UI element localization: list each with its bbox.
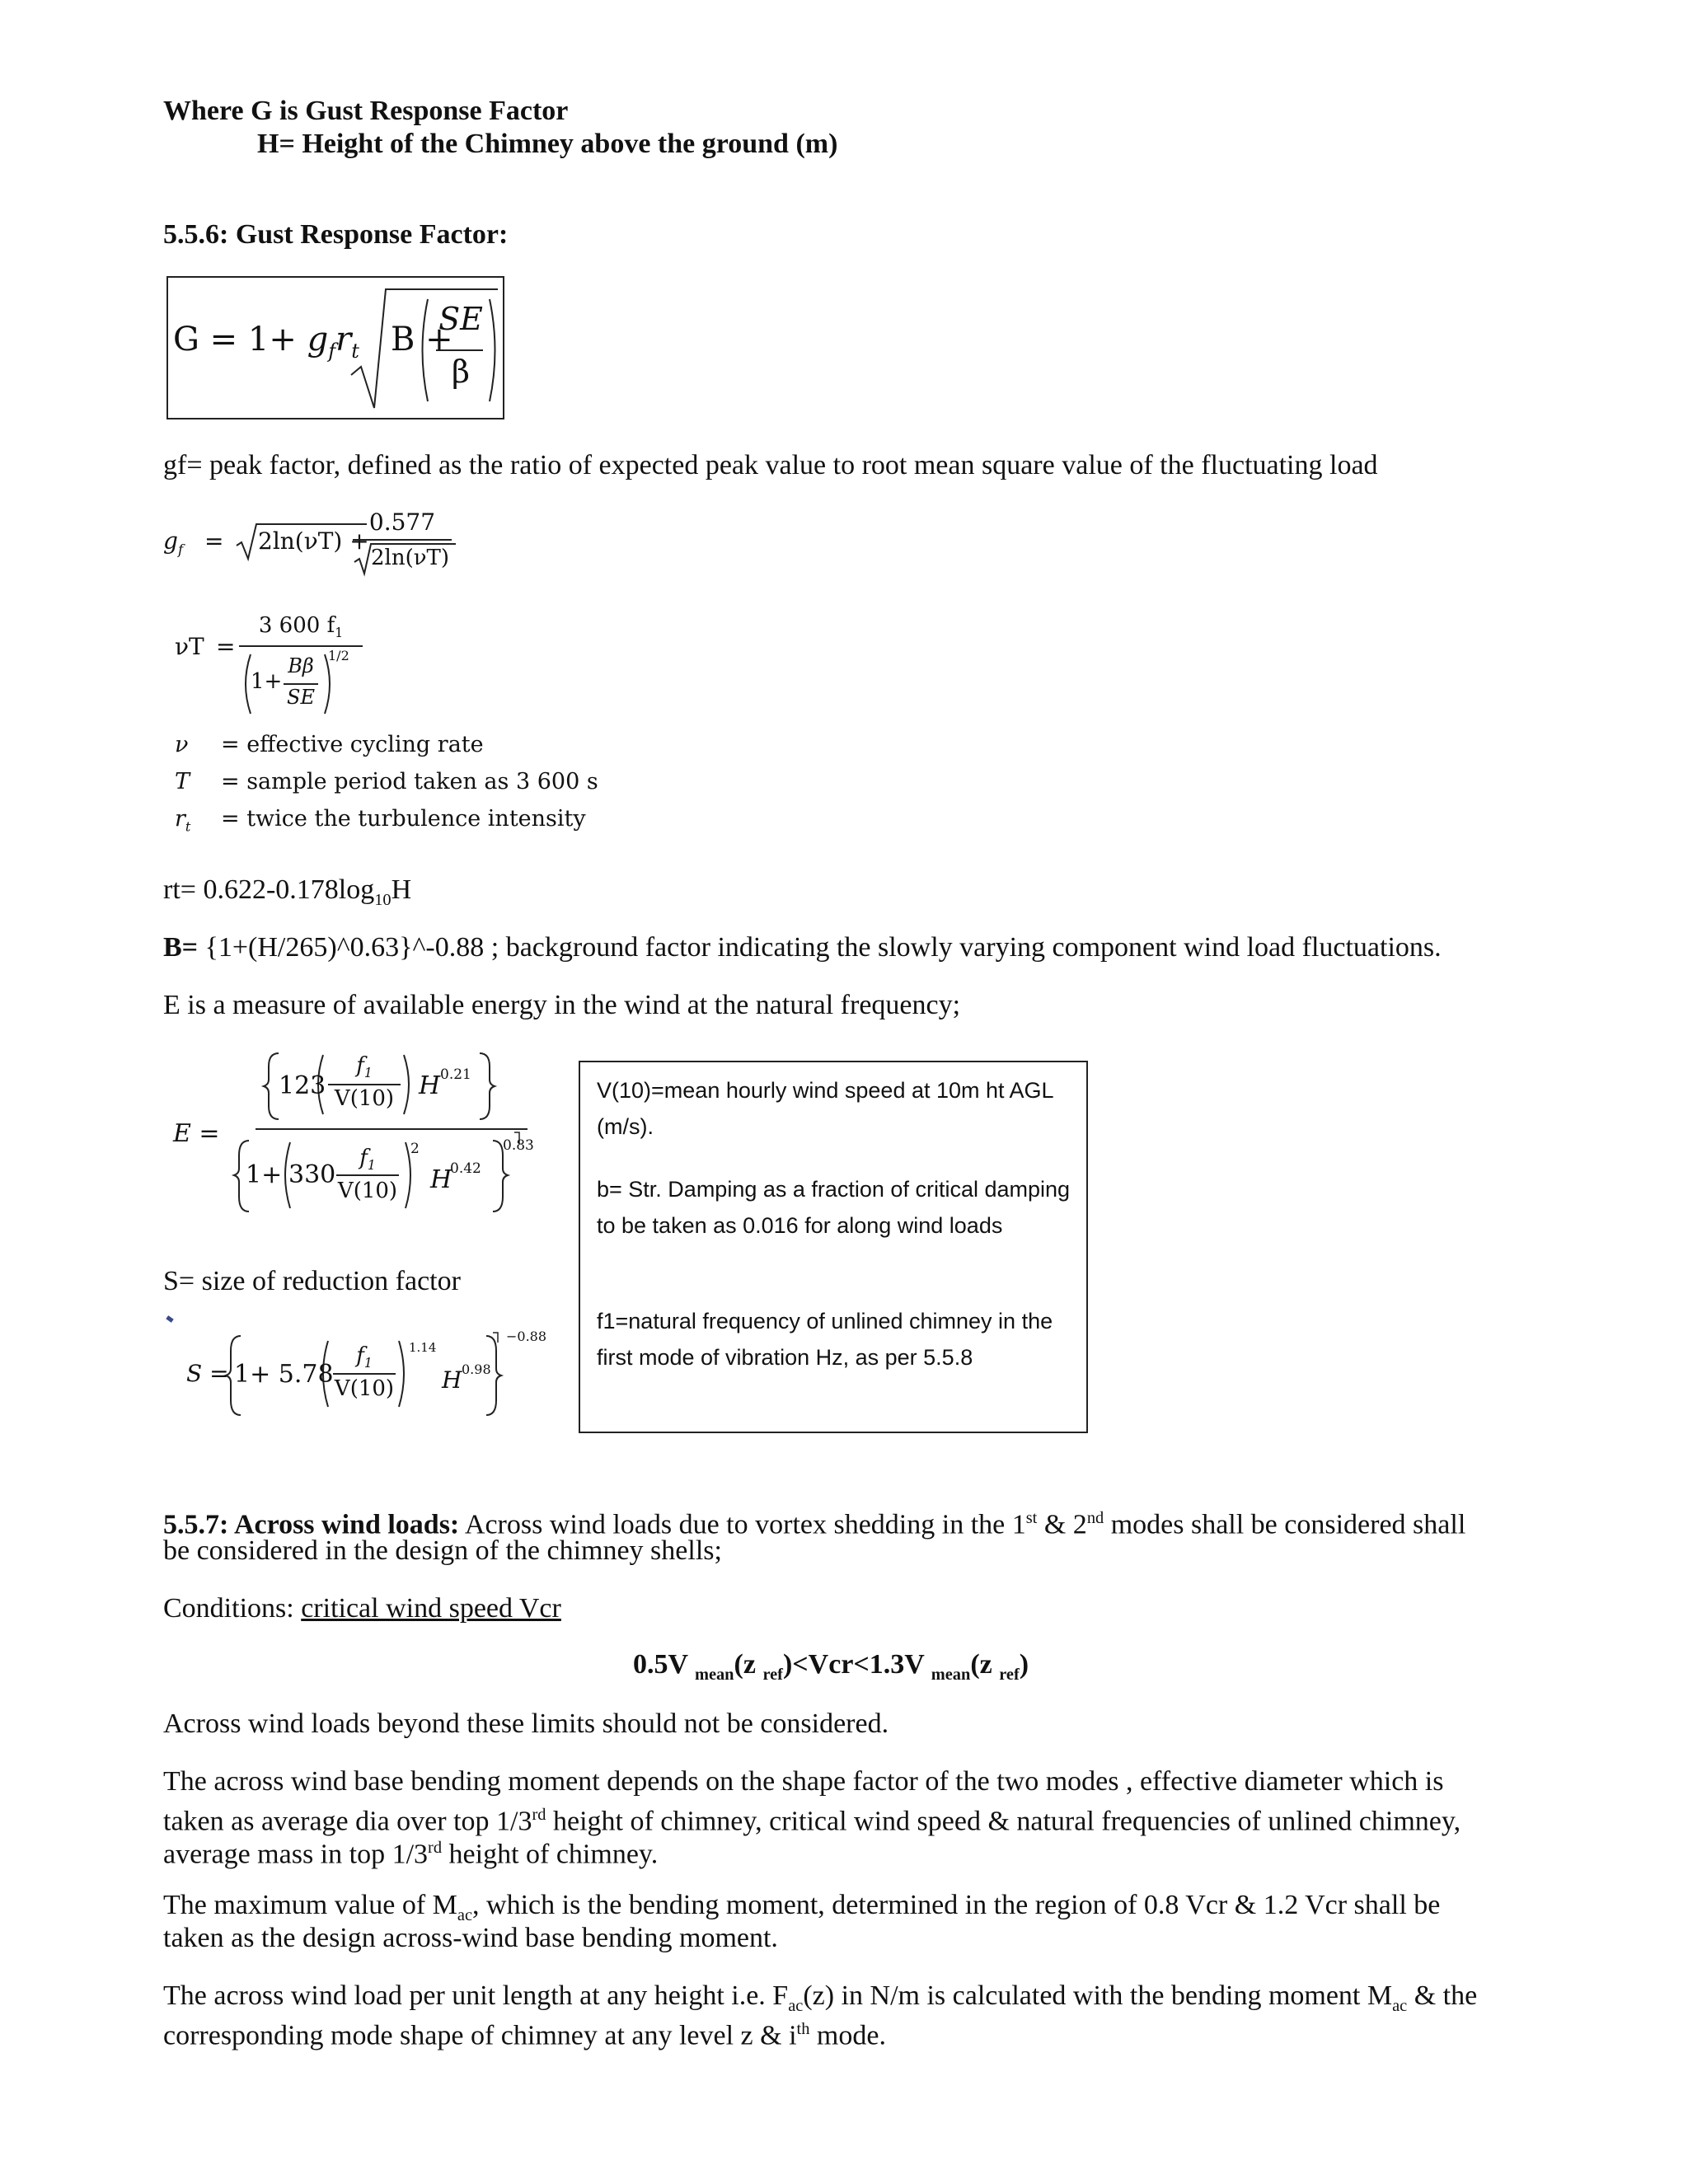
gf-sub: f [328, 340, 336, 363]
para1-line1: The across wind base bending moment depends on the shape factor of the two modes , effective diameter which is [163, 1766, 1444, 1797]
rt-line: $rt= 0.622-0.178\log_{10}H$ [163, 874, 412, 909]
vT-lhs: νT [175, 633, 204, 660]
E-num-H-exp: 0.21 [440, 1066, 471, 1083]
E-den-prefix: 1+ [246, 1160, 283, 1189]
S-lhs: S = [186, 1360, 229, 1387]
S-inner-exp: 1.14 [409, 1340, 437, 1355]
vT-den-den: SE [287, 686, 315, 709]
header-line-1: Where G is Gust Response Factor [163, 96, 569, 126]
E-den-exp: 2 [410, 1141, 420, 1157]
E-outer-exp: 0.83 [503, 1137, 534, 1154]
para3-line1: The across wind load per unit length at any height i.e. $F_{ac}(z)$ in N/m is calculated with the bending moment $M_{ac}$ & the [163, 1980, 1478, 2015]
section-heading-557: 5.5.7: Across wind loads: [163, 1509, 460, 1540]
def-text-3: = twice the turbulence intensity [221, 806, 586, 832]
para3-line2: corresponding mode shape of chimney at any level z & $i^{th}$ mode. [163, 2020, 886, 2051]
vT-den-prefix: 1+ [251, 669, 283, 694]
para1-line2: taken as average dia over top 1/3rd height of chimney, critical wind speed & natural frequencies of unlined chimney, [163, 1806, 1461, 1837]
S-f: $f_1$ [356, 1343, 373, 1371]
E-num-V10: V(10) [334, 1086, 395, 1111]
section-heading-556: 5.5.6: Gust Response Factor: [163, 219, 509, 250]
def-text-2: = sample period taken as 3 600 s [221, 769, 598, 794]
B-line: B= {1+(H/265)^0.63}^-0.88 ; background factor indicating the slowly varying component wind load fluctuations. [163, 932, 1442, 963]
gust-B: B + [391, 321, 453, 359]
E-line: E is a measure of available energy in the wind at the natural frequency; [163, 990, 961, 1020]
E-den-const: 330 [288, 1160, 336, 1189]
limits-line: Across wind loads beyond these limits should not be considered. [163, 1708, 889, 1739]
def-sym-3: $r_t$ [175, 806, 191, 835]
S-V10: V(10) [334, 1376, 395, 1401]
rt-sub: t [351, 340, 359, 363]
S-outer-exp: −0.88 [506, 1329, 547, 1344]
side-box-v10: V(10)=mean hourly wind speed at 10m ht AGL (m/s). [597, 1078, 1053, 1139]
vT-den-exp: 1/2 [328, 648, 349, 663]
rt-symbol: r [335, 321, 352, 359]
gf-frac-den: 2ln(νT) [371, 546, 450, 570]
gust-lhs: G = 1+ [173, 321, 307, 359]
def-sym-2: T [175, 769, 190, 794]
E-lhs: E = [173, 1119, 220, 1148]
stray-mark [166, 1315, 173, 1323]
conditions-line: Conditions: critical wind speed Vcr [163, 1593, 561, 1624]
para2-line1: The maximum value of $M_{ac}$, which is the bending moment, determined in the region of 0.8 Vcr & 1.2 Vcr shall be [163, 1890, 1441, 1924]
gf-term1: 2ln(νT) + [258, 527, 369, 555]
side-box-f1: f1=natural frequency of unlined chimney in the first mode of vibration Hz, as per 5.5.8 [597, 1309, 1053, 1370]
gf-frac-num: 0.577 [368, 509, 436, 536]
def-sym-1: ν [175, 732, 189, 757]
S-line: S= size of reduction factor [163, 1266, 461, 1296]
S-H: H [442, 1366, 462, 1394]
E-den-f: $f_1$ [359, 1146, 376, 1174]
gust-num: SE [438, 301, 483, 337]
condition-equation: 0.5V $_{mean}$(z $_{ref}$)<Vcr<1.3V $_{mean}$(z $_{ref}$) [633, 1649, 1029, 1684]
gust-formula [173, 321, 359, 363]
gf-description: gf= peak factor, defined as the ratio of expected peak value to root mean square value of the fluctuating load [163, 450, 1378, 480]
gust-den: β [452, 354, 470, 390]
E-num-f: $f_1$ [356, 1053, 373, 1081]
para2-line2: taken as the design across-wind base bending moment. [163, 1923, 778, 1953]
gust-formula-box [166, 276, 504, 419]
vT-frac-line [239, 645, 363, 647]
E-den-V10: V(10) [337, 1179, 398, 1203]
E-den-H: H [430, 1165, 452, 1194]
E-den-H-exp: 0.42 [450, 1160, 481, 1177]
vT-den-num: Bβ [288, 654, 314, 677]
critical-wind-speed-link[interactable]: critical wind speed Vcr [301, 1593, 561, 1624]
section-557-intro-line2: be considered in the design of the chimney shells; [163, 1535, 722, 1566]
E-num-const: 123 [279, 1071, 326, 1100]
def-text-1: = effective cycling rate [221, 732, 484, 757]
gf-symbol: g [307, 321, 329, 359]
E-num-H: H [419, 1071, 441, 1100]
S-H-exp: 0.98 [462, 1361, 491, 1377]
para1-line3: average mass in top 1/3rd height of chimney. [163, 1839, 659, 1870]
vT-eq: = [216, 633, 236, 660]
section-557-intro: 5.5.7: Across wind loads: Across wind loads due to vortex shedding in the 1st & 2nd modes shall be considered shall [163, 1509, 1466, 1540]
side-box-damping: b= Str. Damping as a fraction of critical damping to be taken as 0.016 for along wind loads [597, 1177, 1071, 1238]
gf-formula-eq: = [204, 527, 224, 555]
vT-num: 3 600 $f_1$ [258, 613, 344, 641]
gf-formula-lhs: $g_f$ [163, 527, 184, 558]
header-line-2: H= Height of the Chimney above the ground (m) [257, 129, 838, 159]
S-prefix: 1+ 5.78 [234, 1360, 334, 1389]
definitions-side-box [579, 1061, 1088, 1433]
